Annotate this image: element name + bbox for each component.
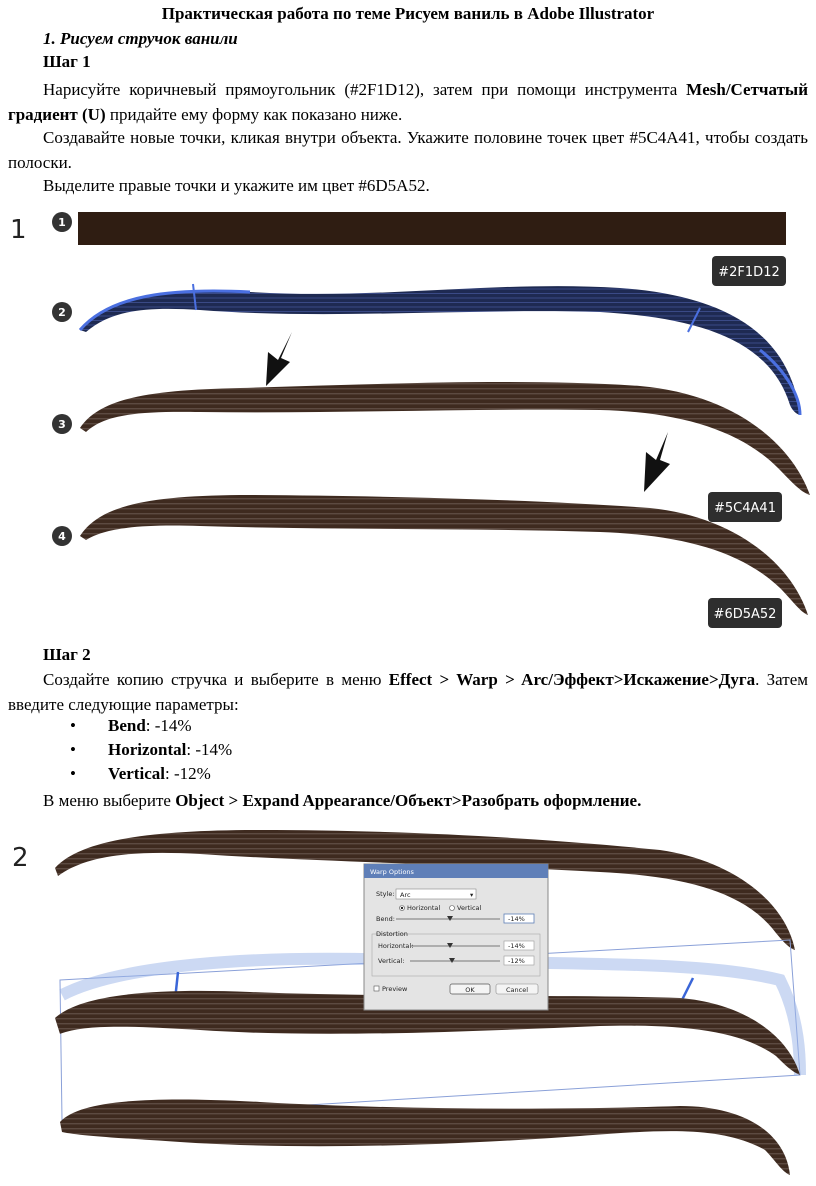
bend-label: Bend:	[376, 915, 395, 923]
step2-p1-text: Создайте копию стручка и выберите в меню	[43, 670, 389, 689]
ok-button-label: OK	[465, 986, 475, 994]
param-bend-name: Bend	[108, 716, 146, 735]
radio-horizontal-label: Horizontal	[407, 904, 441, 912]
color-tag-1-text: #2F1D12	[718, 265, 780, 280]
section-subtitle: 1. Рисуем стручок ванили	[43, 29, 238, 48]
marker-2-text: 2	[58, 306, 66, 319]
style-select[interactable]	[396, 889, 476, 899]
color-tag-1	[712, 256, 786, 286]
step1-paragraph-3: Выделите правые точки и укажите им цвет #6D5A52.	[43, 176, 430, 195]
step1-p1-tail: придайте ему форму как показано ниже.	[105, 105, 403, 124]
marker-2	[52, 302, 72, 322]
style-select-value: Arc	[400, 891, 411, 899]
color-tag-3	[708, 598, 782, 628]
param-bend-value: : -14%	[145, 716, 192, 735]
pod-stage-4	[80, 495, 808, 615]
step2-paragraph-2	[8, 788, 808, 813]
param-vertical-value: : -12%	[164, 764, 211, 783]
ok-button[interactable]	[450, 984, 490, 994]
marker-4-text: 4	[58, 530, 66, 543]
bend-input: -14%	[508, 915, 525, 923]
step1-p1-bold: Mesh/Сетчатый градиент (U)	[8, 80, 808, 124]
step1-paragraph-1	[8, 77, 808, 127]
step2-p2-text: В меню выберите	[43, 791, 176, 810]
step2-p1-tail: . Затем введите следующие параметры:	[8, 670, 808, 714]
warp-params-list	[70, 714, 232, 786]
step2-p2-bold: Object > Expand Appearance/Объект>Разобрать оформление.	[175, 791, 642, 810]
vert-input: -12%	[508, 957, 525, 965]
marker-1	[52, 212, 72, 232]
warp-options-dialog	[364, 864, 548, 1010]
figure-2-label: 2	[12, 843, 29, 873]
param-horizontal	[70, 738, 232, 762]
color-tag-2	[708, 492, 782, 522]
arrow-down-1-icon	[266, 332, 292, 386]
cancel-button[interactable]	[496, 984, 538, 994]
marker-1-text: 1	[58, 216, 66, 229]
vert-label: Vertical:	[378, 957, 405, 965]
step2-p1-bold: Effect > Warp > Arc/Эффект>Искажение>Дуга	[388, 670, 756, 689]
param-vertical-name: Vertical	[108, 764, 165, 783]
style-label: Style:	[376, 890, 395, 898]
color-tag-2-text: #5C4A41	[714, 501, 776, 516]
marker-4	[52, 526, 72, 546]
brown-rectangle	[78, 212, 786, 245]
chevron-down-icon: ▾	[470, 891, 474, 899]
step2-paragraph-1	[8, 667, 808, 717]
distortion-label: Distortion	[376, 930, 408, 938]
param-horizontal-name: Horizontal	[108, 740, 187, 759]
horiz-label: Horizontal:	[378, 942, 414, 950]
horiz-input: -14%	[508, 942, 525, 950]
param-horizontal-value: : -14%	[186, 740, 233, 759]
arrow-down-2-icon	[644, 432, 670, 492]
param-bend	[70, 714, 232, 738]
radio-vertical-label: Vertical	[457, 904, 482, 912]
step1-heading: Шаг 1	[43, 52, 91, 71]
figure-1-label: 1	[10, 215, 27, 245]
step1-p1-text: Нарисуйте коричневый прямоугольник (#2F1D12), затем при помощи инструмента	[43, 80, 687, 99]
pod-bottom	[60, 1099, 790, 1175]
cancel-button-label: Cancel	[505, 986, 529, 994]
preview-label: Preview	[382, 985, 408, 993]
marker-3	[52, 414, 72, 434]
marker-3-text: 3	[58, 418, 66, 431]
step2-heading: Шаг 2	[43, 645, 91, 664]
step1-paragraph-2: Создавайте новые точки, кликая внутри объекта. Укажите половине точек цвет #5C4A41, чтобы создать полоски.	[8, 128, 808, 172]
color-tag-3-text: #6D5A52	[713, 607, 777, 622]
figure-1-illustration	[0, 200, 816, 640]
pod-stage-3	[80, 382, 810, 495]
param-vertical	[70, 762, 232, 786]
warp-mesh-line-right	[682, 978, 693, 1000]
page-title: Практическая работа по теме Рисуем ваниль в Adobe Illustrator	[161, 4, 655, 23]
figure-2-illustration	[0, 820, 816, 1182]
dialog-title: Warp Options	[370, 868, 414, 876]
